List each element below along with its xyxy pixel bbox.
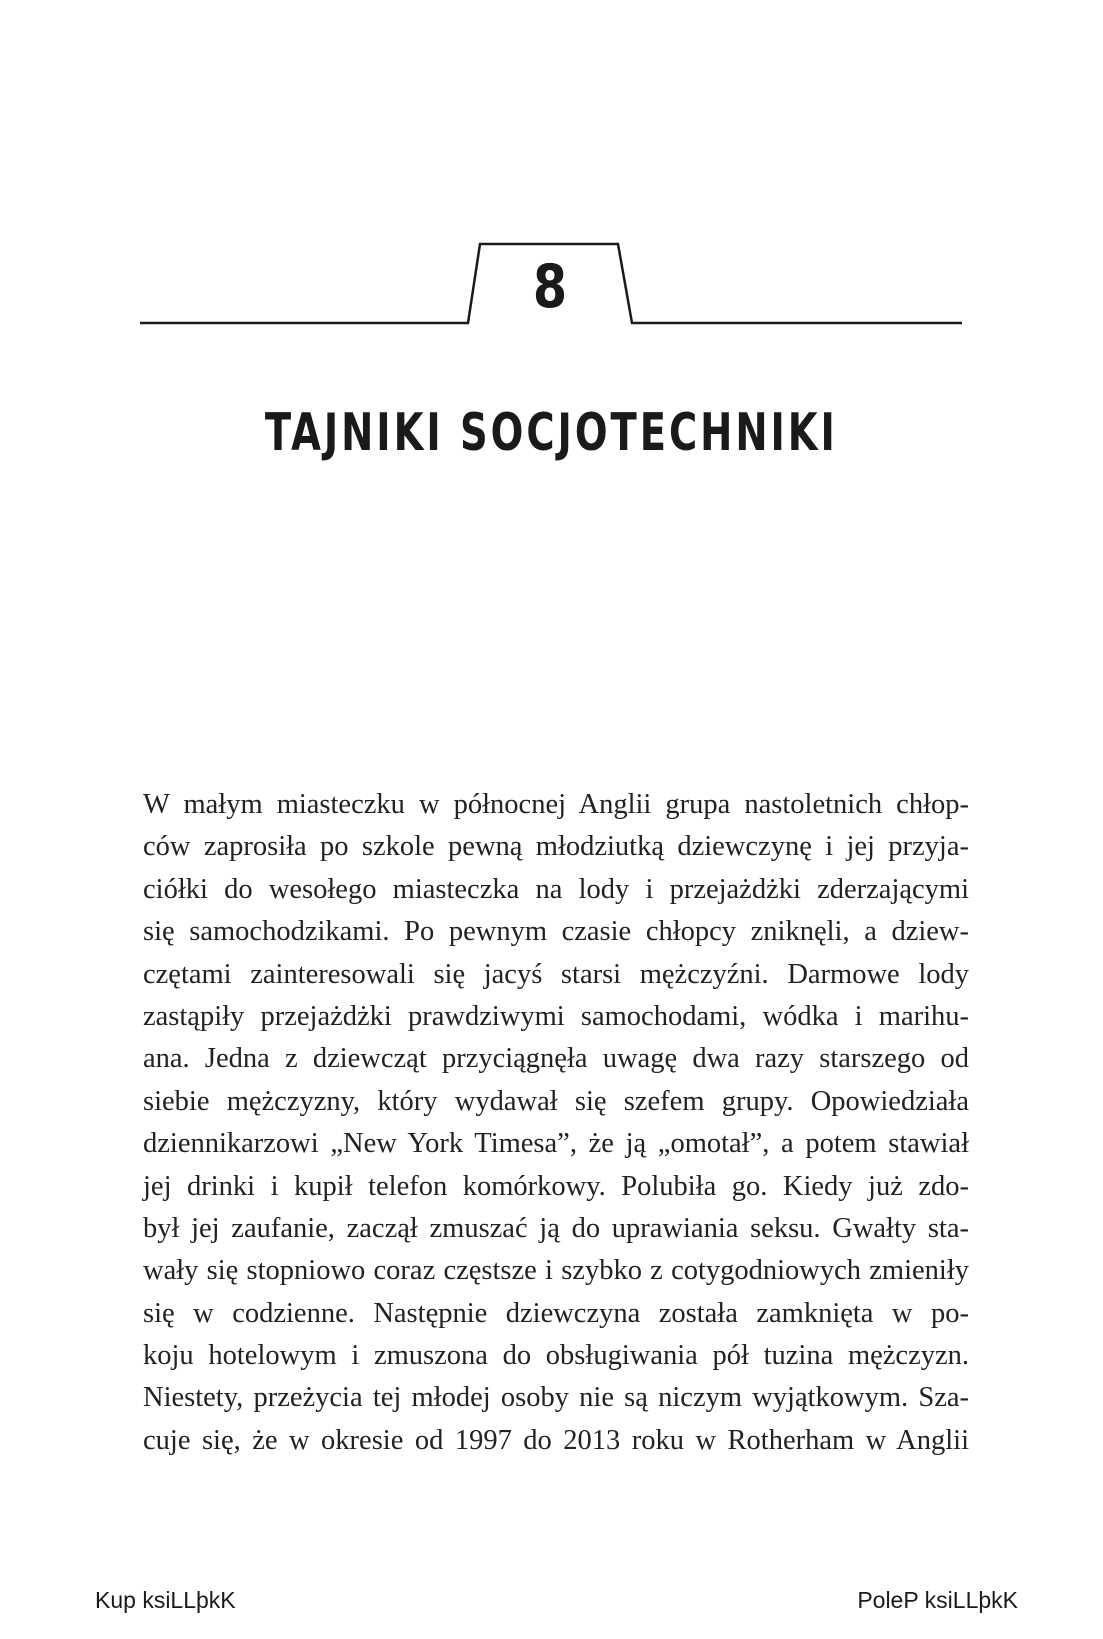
text-line: zastąpiły przejażdżki prawdziwymi samochodami, wódka i marihu- [143, 1000, 969, 1032]
text-line: wały się stopniowo coraz częstsze i szybko z cotygodniowych zmieniły [143, 1255, 969, 1287]
text-line: koju hotelowym i zmuszona do obsługiwania pół tuzina mężczyzn. [143, 1340, 969, 1372]
chapter-number: 8 [532, 252, 568, 322]
text-line: cuje się, że w okresie od 1997 do 2013 roku w Rotherham w Anglii [143, 1424, 969, 1456]
chapter-header [0, 0, 1103, 340]
text-line: był jej zaufanie, zaczął zmuszać ją do uprawiania seksu. Gwałty sta- [143, 1212, 969, 1244]
text-line: dziennikarzowi „New York Timesa”, że ją „omotał”, a potem stawiał [143, 1128, 969, 1160]
recommend-book-link[interactable]: PoleP ksiLLþkK [857, 1587, 1018, 1613]
text-line: siebie mężczyzny, który wydawał się szefem grupy. Opowiedziała [143, 1085, 969, 1117]
text-line: się samochodzikami. Po pewnym czasie chłopcy zniknęli, a dziew- [143, 916, 969, 948]
body-paragraph [143, 784, 969, 1462]
text-line: W małym miasteczku w północnej Anglii grupa nastoletnich chłop- [143, 789, 969, 820]
text-line: Niestety, przeżycia tej młodej osoby nie są niczym wyjątkowym. Sza- [143, 1382, 969, 1414]
buy-book-link[interactable]: Kup ksiLLþkK [95, 1587, 236, 1613]
text-line: ciółki do wesołego miasteczka na lody i przejażdżki zderzającymi [143, 873, 969, 905]
text-line: się w codzienne. Następnie dziewczyna została zamknięta w po- [143, 1297, 969, 1329]
text-line: czętami zainteresowali się jacyś starsi mężczyźni. Darmowe lody [143, 958, 969, 990]
text-line: ana. Jedna z dziewcząt przyciągnęła uwagę dwa razy starszego od [143, 1043, 969, 1075]
text-line: ców zaprosiła po szkole pewną młodziutką dziewczynę i jej przyja- [143, 831, 969, 863]
chapter-title: TAJNIKI SOCJOTECHNIKI [264, 403, 838, 463]
text-line: jej drinki i kupił telefon komórkowy. Polubiła go. Kiedy już zdo- [143, 1170, 969, 1202]
